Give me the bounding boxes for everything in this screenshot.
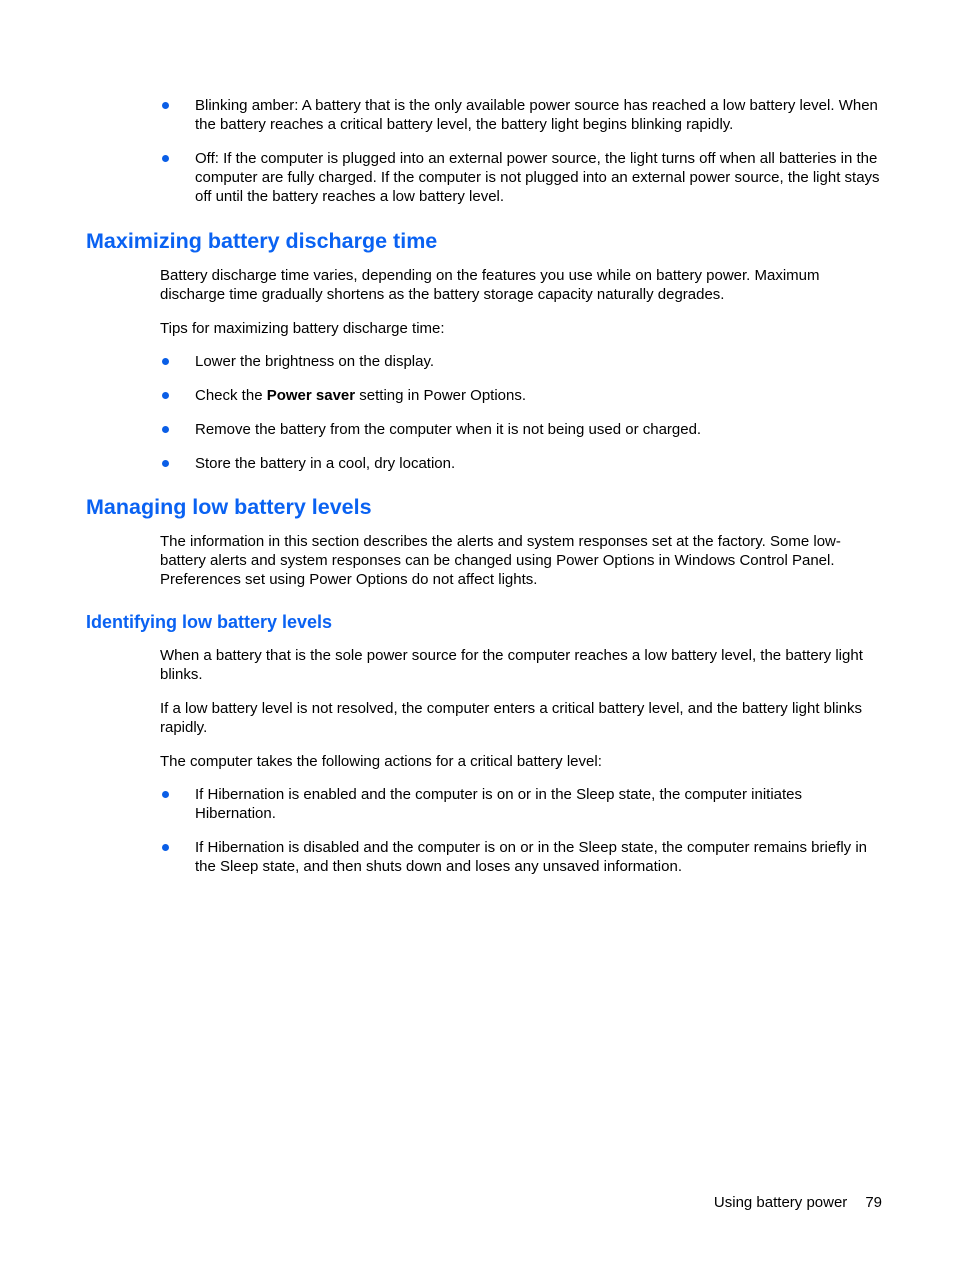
page-number: 79 [865,1194,882,1211]
heading-managing-low-battery: Managing low battery levels [86,495,372,519]
bullet-text: Blinking amber: A battery that is the only available power source has reached a low battery level. When the battery reaches a critical battery level, the battery light begins blinking rapidly. [195,97,878,133]
bullet-text-suffix: setting in Power Options. [355,387,527,404]
list-item [160,420,885,439]
paragraph: The computer takes the following actions for a critical battery level: [160,753,602,770]
list-item [160,352,885,371]
page-footer [714,1193,882,1212]
bullet-text: Lower the brightness on the display. [195,353,435,370]
bullet-text: If Hibernation is disabled and the computer is on or in the Sleep state, the computer remains briefly in the Sleep state, and then shuts down and loses any unsaved information. [195,839,868,875]
heading-maximizing-discharge: Maximizing battery discharge time [86,229,438,253]
tips-bullet-list [160,352,885,473]
bullet-icon [162,358,169,365]
bullet-text: If Hibernation is enabled and the computer is on or in the Sleep state, the computer initiates Hibernation. [195,786,803,822]
power-saver-label: Power saver [266,387,356,404]
list-item [160,96,885,134]
heading-identifying-low-battery: Identifying low battery levels [86,612,333,632]
critical-actions-bullet-list [160,785,885,876]
bullet-text: Off: If the computer is plugged into an external power source, the light turns off when all batteries in the computer are fully charged. If the computer is not plugged into an external power source, the light stays off until the battery reaches a low battery level. [195,150,880,205]
list-item [160,386,885,405]
bullet-icon [162,791,169,798]
paragraph: Tips for maximizing battery discharge time: [160,320,445,337]
list-item [160,149,885,206]
bullet-text: Remove the battery from the computer when it is not being used or charged. [195,421,702,438]
bullet-text-prefix: Check the [195,387,267,404]
bullet-text: Store the battery in a cool, dry location. [195,455,456,472]
paragraph: When a battery that is the sole power source for the computer reaches a low battery level, the battery light blinks. [160,647,863,683]
list-item [160,785,885,823]
footer-chapter-title: Using battery power [713,1194,848,1211]
bullet-icon [162,426,169,433]
list-item [160,454,885,473]
list-item [160,838,885,876]
bullet-icon [162,460,169,467]
battery-light-bullet-list [160,96,885,206]
bullet-icon [162,844,169,851]
bullet-icon [162,392,169,399]
paragraph: The information in this section describes the alerts and system responses set at the factory. Some low-battery alerts and system responses can be changed using Power Options in Windows Control Panel. Preferences set using Power Options do not affect lights. [160,533,841,588]
paragraph: If a low battery level is not resolved, the computer enters a critical battery level, and the battery light blinks rapidly. [160,700,863,736]
bullet-icon [162,102,169,109]
paragraph: Battery discharge time varies, depending on the features you use while on battery power. Maximum discharge time gradually shortens as the battery storage capacity naturally degrades. [160,267,820,303]
bullet-icon [162,155,169,162]
